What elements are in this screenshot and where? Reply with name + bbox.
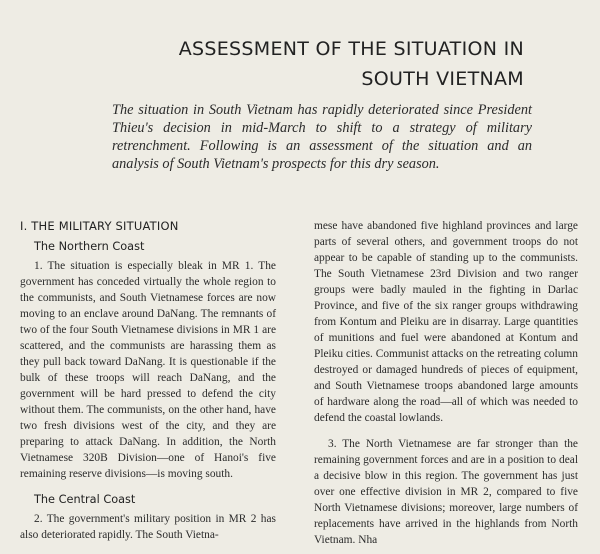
subheading-northern-coast: The Northern Coast bbox=[34, 240, 145, 253]
left-column bbox=[20, 218, 276, 543]
subheading-central-coast: The Central Coast bbox=[34, 493, 136, 506]
document-title bbox=[104, 34, 524, 94]
intro-paragraph: The situation in South Vietnam has rapidly deteriorated since President Thieu's decision in mid-March to shift to a strategy of military retrenchment. Following is an assessment of the situation and an analysis of South Vietnam's prospects for this dry season. bbox=[112, 102, 532, 172]
section-heading: I. THE MILITARY SITUATION bbox=[20, 219, 179, 233]
paragraph-2-continued: mese have abandoned five highland provinces and large parts of several others, and government troops do not appear to be capable of standing up to the communists. The South Vietnamese 23rd Division and two ranger groups were badly mauled in the fighting in Darlac Province, and five of the six ranger groups withdrawing from Kontum and Pleiku are in disarray. Large quantities of munitions and fuel were abandoned at Kontum and Pleiku cities. Communist attacks on the retreating column destroyed or damaged hundreds of pieces of equipment, and South Vietnamese troops abandoned large amounts of hardware along the road—all of which was needed to defend the coastal lowlands. bbox=[314, 220, 578, 424]
right-column bbox=[314, 218, 578, 548]
paragraph-1: 1. The situation is especially bleak in MR 1. The government has conceded virtually the whole region to the communists, and South Vietnamese forces are now moving to an enclave around DaNang. The remnants of two of the four South Vietnamese divisions in MR 1 are scattered, and the communists are harassing them as they pull back toward DaNang. It is questionable if the bulk of these troops will reach DaNang, and the government will be hard pressed to defend the city without them. The communists, on the other hand, have two fresh divisions west of the city, and they are preparing to attack DaNang. In addition, the North Vietnamese 320B Division—one of Hanoi's five remaining reserve divisions—is moving south. bbox=[20, 260, 276, 480]
paragraph-3: 3. The North Vietnamese are far stronger than the remaining government forces and are in a position to deal a decisive blow in this region. The government has just over one effective division in MR 2, compared to five North Vietnamese divisions; moreover, large numbers of replacements have arrived in the highlands from North Vietnam. Nha bbox=[314, 438, 578, 546]
title-line-2: SOUTH VIETNAM bbox=[361, 68, 524, 90]
paragraph-2: 2. The government's military position in MR 2 has also deteriorated rapidly. The South Vietna- bbox=[20, 513, 276, 541]
title-line-1: ASSESSMENT OF THE SITUATION IN bbox=[178, 38, 524, 60]
